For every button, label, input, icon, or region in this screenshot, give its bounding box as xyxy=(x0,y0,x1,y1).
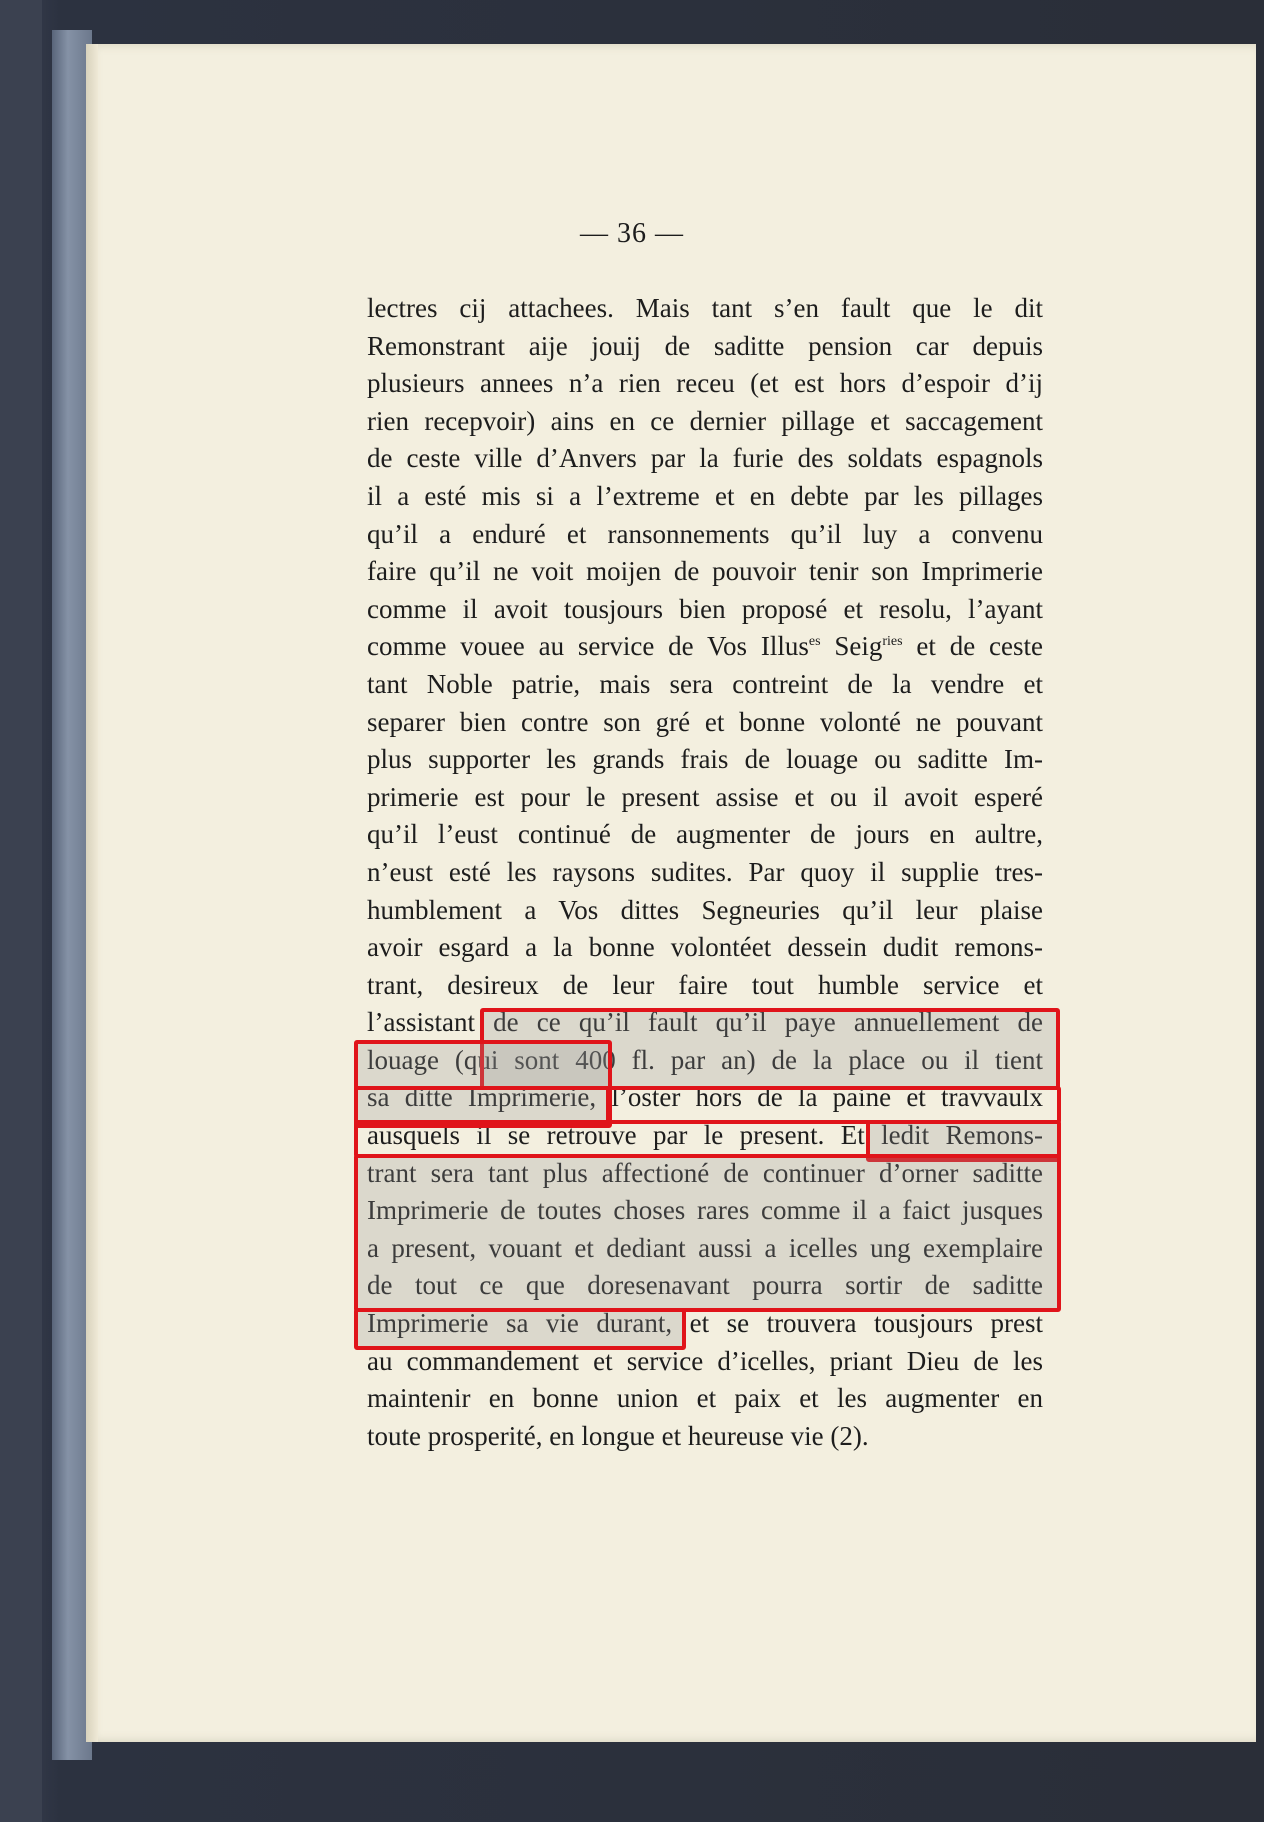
text-line: de ceste ville d’Anvers par la furie des soldats espagnols xyxy=(367,443,1043,474)
text-line: sa ditte Imprimerie, l’oster hors de la paine et travvaulx xyxy=(367,1082,1043,1113)
text-line: primerie est pour le present assise et ou il avoit esperé xyxy=(367,781,1043,812)
text-line: n’eust esté les raysons sudites. Par quoy il supplie tres- xyxy=(367,856,1043,887)
text-line: il a esté mis si a l’extreme et en debte par les pillages xyxy=(367,480,1043,511)
text-line: qu’il a enduré et ransonnements qu’il luy a convenu xyxy=(367,518,1043,549)
text-line: tant Noble patrie, mais sera contreint de la vendre et xyxy=(367,668,1043,699)
text-line: comme il avoit tousjours bien proposé et resolu, l’ayant xyxy=(367,593,1043,624)
text-line: separer bien contre son gré et bonne volonté ne pouvant xyxy=(367,706,1043,737)
text-line: Imprimerie sa vie durant, et se trouvera tousjours prest xyxy=(367,1308,1043,1339)
text-line: qu’il l’eust continué de augmenter de jours en aultre, xyxy=(367,819,1043,850)
text-segment: Seig xyxy=(820,631,883,662)
superscript: ries xyxy=(882,634,903,650)
text-line: plus supporter les grands frais de louage ou saditte Im- xyxy=(367,744,1043,775)
text-line: rien recepvoir) ains en ce dernier pillage et saccagement xyxy=(367,405,1043,436)
text-line: a present, vouant et dediant aussi a icelles ung exemplaire xyxy=(367,1232,1043,1263)
text-line: avoir esgard a la bonne volontéet dessein dudit remons- xyxy=(367,932,1043,963)
text-line: trant, desireux de leur faire tout humble service et xyxy=(367,969,1043,1000)
body-text xyxy=(367,290,1043,1455)
page-number: — 36 — xyxy=(580,218,684,249)
text-line: louage (qui sont 400 fl. par an) de la place ou il tient xyxy=(367,1044,1043,1075)
text-line: trant sera tant plus affectioné de continuer d’orner saditte xyxy=(367,1157,1043,1188)
text-line: l’assistant de ce qu’il fault qu’il paye annuellement de xyxy=(367,1007,1043,1038)
text-segment: et de ceste xyxy=(902,631,1043,662)
text-line: au commandement et service d’icelles, priant Dieu de les xyxy=(367,1345,1043,1376)
text-line: de tout ce que doresenavant pourra sortir de saditte xyxy=(367,1270,1043,1301)
text-line: toute prosperité, en longue et heureuse vie (2). xyxy=(367,1420,869,1451)
text-line: plusieurs annees n’a rien receu (et est hors d’espoir d’ij xyxy=(367,368,1043,399)
cover-edge xyxy=(0,0,42,1822)
superscript: es xyxy=(808,634,821,650)
text-line-with-superscripts xyxy=(367,628,1043,666)
text-line: lectres cij attachees. Mais tant s’en fault que le dit xyxy=(367,293,1043,323)
text-line: faire qu’il ne voit moijen de pouvoir tenir son Imprimerie xyxy=(367,556,1043,587)
text-line: Imprimerie de toutes choses rares comme il a faict jusques xyxy=(367,1195,1043,1226)
text-line: ausquels il se retrouve par le present. Et ledit Remons- xyxy=(367,1120,1043,1151)
text-line: maintenir en bonne union et paix et les augmenter en xyxy=(367,1383,1043,1414)
page-gutter xyxy=(86,44,98,1742)
text-line: Remonstrant aije jouij de saditte pension car depuis xyxy=(367,330,1043,361)
text-line: humblement a Vos dittes Segneuries qu’il leur plaise xyxy=(367,894,1043,925)
text-segment: comme vouee au service de Vos Illus xyxy=(367,631,809,662)
